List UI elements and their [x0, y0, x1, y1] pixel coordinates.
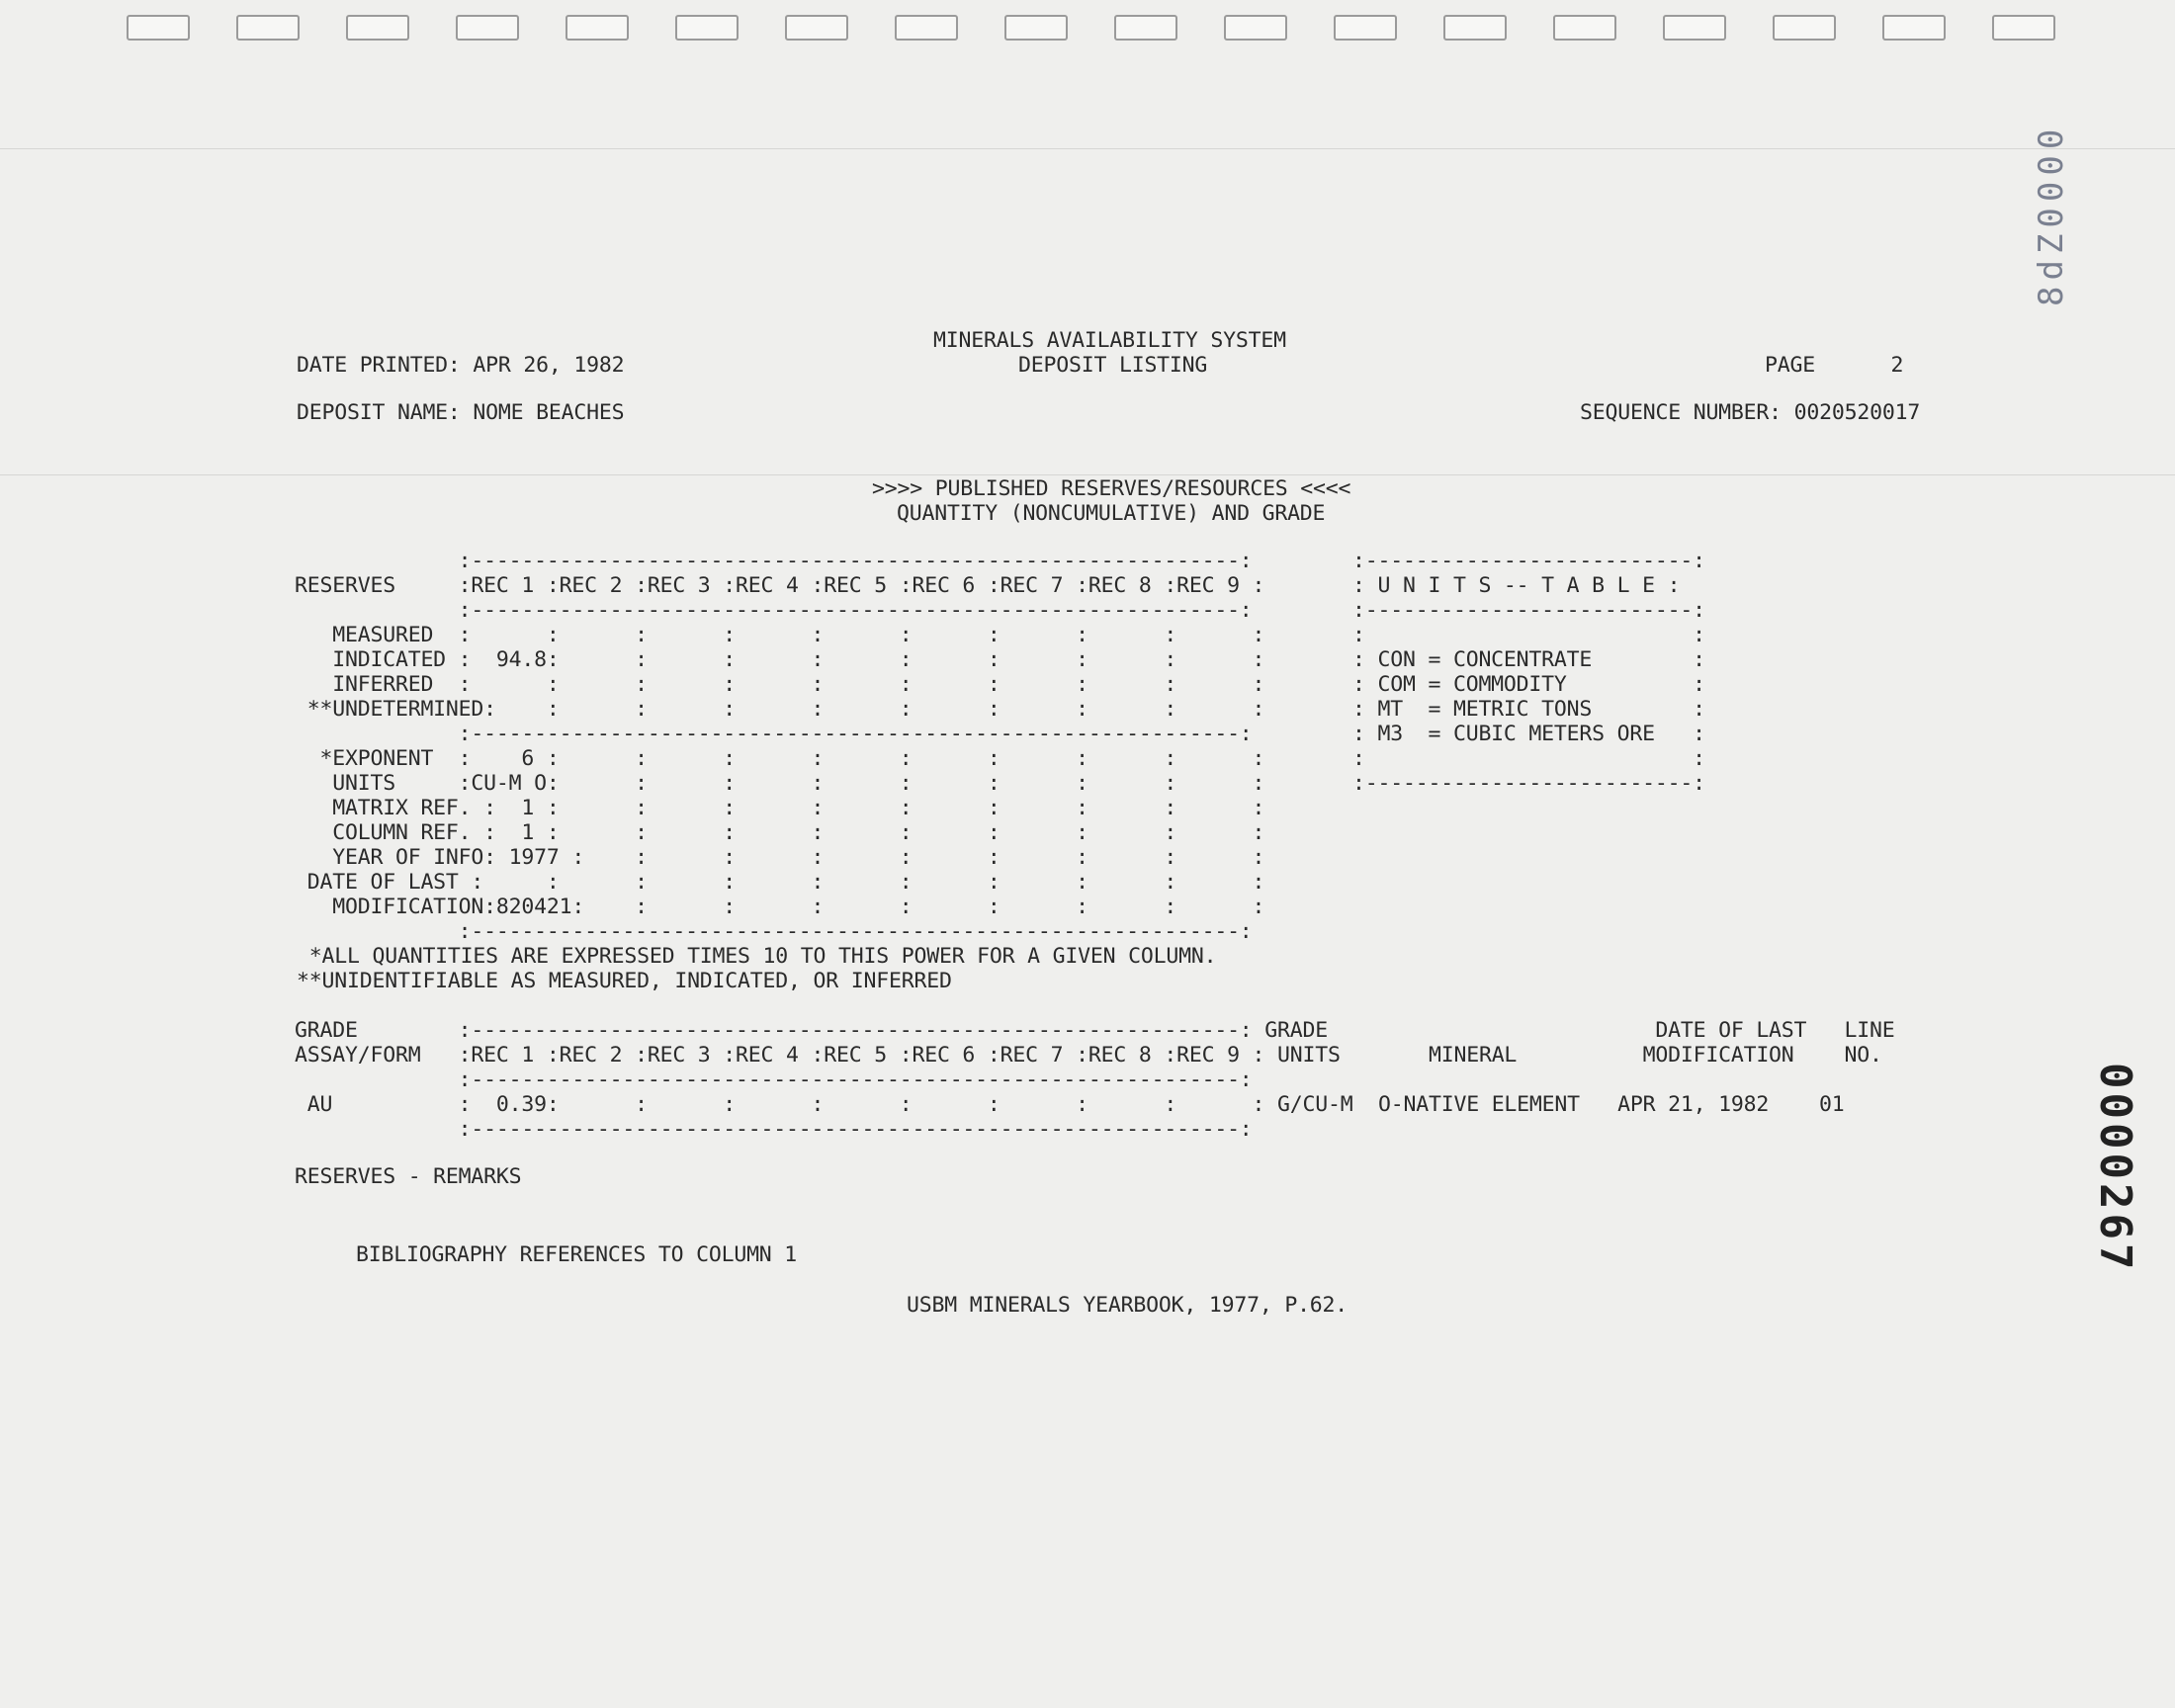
units-table-line: : :	[1352, 746, 1705, 771]
reserves-table-line: INFERRED : : : : : : : : : :	[295, 672, 1265, 697]
reserves-table-line: YEAR OF INFO: 1977 : : : : : : : : :	[295, 845, 1265, 870]
grade-table	[295, 1018, 1895, 1142]
reserves-table-line: :-------------------------------------------------------------:	[295, 549, 1253, 573]
units-table-line: :--------------------------:	[1352, 598, 1705, 623]
reserves-table-line: :-------------------------------------------------------------:	[295, 598, 1253, 623]
sequence-number: SEQUENCE NUMBER: 0020520017	[1580, 400, 1921, 425]
feed-hole	[456, 15, 519, 41]
bibliography-reference: USBM MINERALS YEARBOOK, 1977, P.62.	[907, 1293, 1348, 1318]
date-printed: DATE PRINTED: APR 26, 1982	[297, 353, 625, 378]
footnote-line: *ALL QUANTITIES ARE EXPRESSED TIMES 10 TO THIS POWER FOR A GIVEN COLUMN.	[297, 944, 1217, 969]
reserves-table-line: MATRIX REF. : 1 : : : : : : : : :	[295, 796, 1265, 820]
footnotes	[297, 944, 1216, 993]
units-table-line: : :	[1352, 623, 1705, 647]
feed-hole	[346, 15, 409, 41]
feed-hole	[785, 15, 848, 41]
units-table-line: : U N I T S -- T A B L E :	[1352, 573, 1681, 598]
section-title: >>>> PUBLISHED RESERVES/RESOURCES <<<<	[872, 476, 1351, 501]
reserves-table-line: :-------------------------------------------------------------:	[295, 722, 1253, 746]
grade-table-line: GRADE :-------------------------------------------------------------: GRADE DATE OF LAST LINE	[295, 1018, 1895, 1043]
section-subtitle: QUANTITY (NONCUMULATIVE) AND GRADE	[897, 501, 1326, 526]
feed-hole	[1334, 15, 1397, 41]
reserves-table-line: MEASURED : : : : : : : : : :	[295, 623, 1265, 647]
units-table-line: : MT = METRIC TONS :	[1352, 697, 1705, 722]
feed-hole	[1004, 15, 1068, 41]
reserves-table-line: COLUMN REF. : 1 : : : : : : : : :	[295, 820, 1265, 845]
reserves-table-line: *EXPONENT : 6 : : : : : : : : :	[295, 746, 1265, 771]
reserves-table-line: :-------------------------------------------------------------:	[295, 919, 1253, 944]
feed-hole	[895, 15, 958, 41]
grade-table-line: :-------------------------------------------------------------:	[295, 1117, 1253, 1142]
reserves-table-line: DATE OF LAST : : : : : : : : : :	[295, 870, 1265, 895]
grade-table-line: AU : 0.39: : : : : : : : : G/CU-M O-NATIVE ELEMENT APR 21, 1982 01	[295, 1092, 1845, 1117]
feed-hole	[566, 15, 629, 41]
feed-hole	[1773, 15, 1836, 41]
reserves-table-line: UNITS :CU-M O: : : : : : : : :	[295, 771, 1265, 796]
reserves-remarks-heading: RESERVES - REMARKS	[295, 1164, 522, 1189]
system-title: MINERALS AVAILABILITY SYSTEM	[933, 328, 1286, 353]
units-table-line: : COM = COMMODITY :	[1352, 672, 1705, 697]
units-table-line: :--------------------------:	[1352, 771, 1705, 796]
units-table-line: : M3 = CUBIC METERS ORE :	[1352, 722, 1705, 746]
listing-title: DEPOSIT LISTING	[1018, 353, 1208, 378]
fold-line	[0, 474, 2175, 475]
deposit-name: DEPOSIT NAME: NOME BEACHES	[297, 400, 625, 425]
feed-hole	[1992, 15, 2055, 41]
feed-hole	[236, 15, 300, 41]
feed-hole	[1114, 15, 1177, 41]
feed-hole	[1663, 15, 1726, 41]
feed-hole	[675, 15, 739, 41]
fold-line	[0, 148, 2175, 149]
units-table-line: :--------------------------:	[1352, 549, 1705, 573]
units-table	[1352, 549, 1705, 796]
grade-table-line: ASSAY/FORM :REC 1 :REC 2 :REC 3 :REC 4 :REC 5 :REC 6 :REC 7 :REC 8 :REC 9 : UNITS MINERAL MODIFICATION NO.	[295, 1043, 1882, 1068]
feed-hole	[127, 15, 190, 41]
reserves-table-line: **UNDETERMINED: : : : : : : : : :	[295, 697, 1265, 722]
feed-hole	[1882, 15, 1946, 41]
bibliography-heading: BIBLIOGRAPHY REFERENCES TO COLUMN 1	[356, 1242, 798, 1267]
feed-hole	[1553, 15, 1616, 41]
reserves-table-line: RESERVES :REC 1 :REC 2 :REC 3 :REC 4 :REC 5 :REC 6 :REC 7 :REC 8 :REC 9 :	[295, 573, 1265, 598]
grade-table-line: :-------------------------------------------------------------:	[295, 1068, 1253, 1092]
footnote-line: **UNIDENTIFIABLE AS MEASURED, INDICATED, OR INFERRED	[297, 969, 952, 993]
page-number: PAGE 2	[1765, 353, 1904, 378]
reserves-table-line: MODIFICATION:820421: : : : : : : : :	[295, 895, 1265, 919]
page-id-stamp: 0000267	[2090, 1063, 2140, 1274]
reserves-table-line: INDICATED : 94.8: : : : : : : : :	[295, 647, 1265, 672]
units-table-line: : CON = CONCENTRATE :	[1352, 647, 1705, 672]
reserves-table	[295, 549, 1264, 944]
feed-hole	[1224, 15, 1287, 41]
feed-hole	[1443, 15, 1507, 41]
top-id-stamp: 8dZ0000	[2032, 123, 2071, 306]
